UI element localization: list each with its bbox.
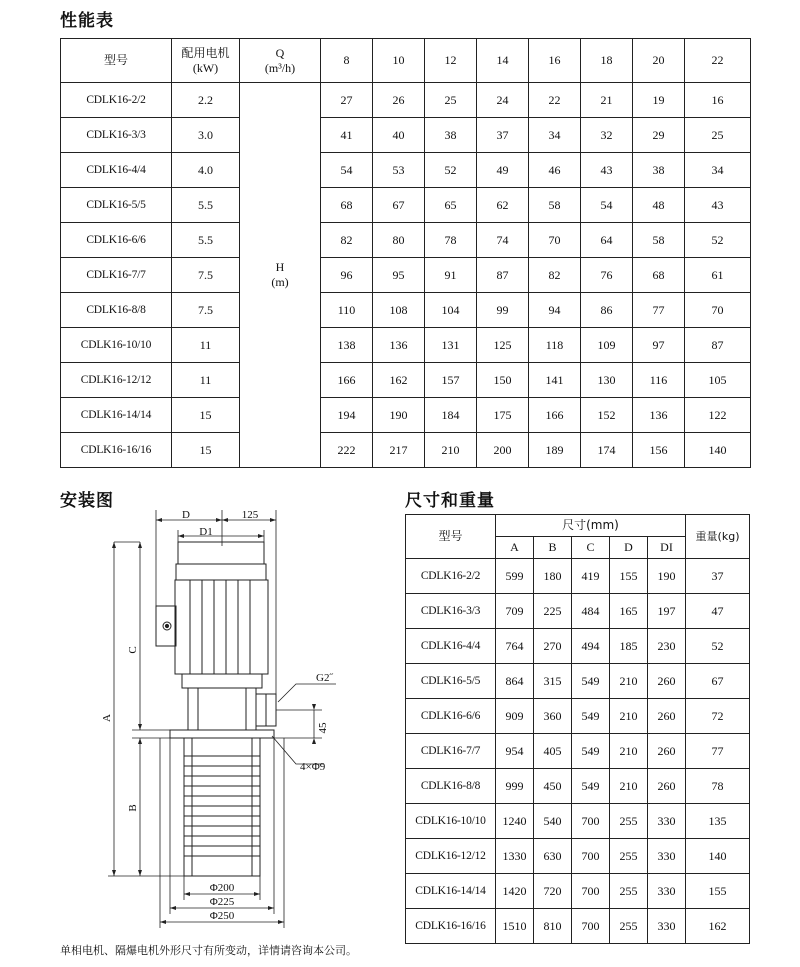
dimension-cell: 255	[610, 839, 648, 874]
dimension-cell: 330	[648, 874, 686, 909]
head-value-cell: 25	[425, 83, 477, 118]
dims-col-header: B	[534, 537, 572, 559]
model-cell: CDLK16-12/12	[61, 363, 172, 398]
mounting-plate	[170, 730, 274, 738]
motor-body	[175, 580, 268, 674]
head-value-cell: 32	[581, 118, 633, 153]
table-row	[61, 398, 751, 433]
head-value-cell: 210	[425, 433, 477, 468]
head-value-cell: 222	[321, 433, 373, 468]
motor-kw-cell: 7.5	[172, 258, 240, 293]
weight-cell: 37	[686, 559, 750, 594]
head-value-cell: 78	[425, 223, 477, 258]
dims-header-model: 型号	[406, 515, 496, 559]
table-row	[61, 118, 751, 153]
motor-top-band	[176, 564, 266, 580]
head-value-cell: 43	[581, 153, 633, 188]
motor-kw-cell: 3.0	[172, 118, 240, 153]
dims-col-header: A	[496, 537, 534, 559]
head-value-cell: 105	[685, 363, 751, 398]
table-row	[61, 223, 751, 258]
dimension-cell: 549	[572, 699, 610, 734]
table-row	[61, 258, 751, 293]
header-flow-value: 22	[685, 39, 751, 83]
table-row	[406, 559, 750, 594]
model-cell: CDLK16-10/10	[61, 328, 172, 363]
dimension-cell: 210	[610, 664, 648, 699]
table-row	[406, 769, 750, 804]
model-cell: CDLK16-8/8	[406, 769, 496, 804]
head-value-cell: 16	[685, 83, 751, 118]
dimension-cell: 810	[534, 909, 572, 944]
head-value-cell: 58	[529, 188, 581, 223]
dimension-cell: 549	[572, 734, 610, 769]
weight-cell: 52	[686, 629, 750, 664]
head-value-cell: 94	[529, 293, 581, 328]
head-value-cell: 49	[477, 153, 529, 188]
model-cell: CDLK16-6/6	[406, 699, 496, 734]
table-row	[406, 594, 750, 629]
table-row	[61, 188, 751, 223]
head-value-cell: 118	[529, 328, 581, 363]
head-value-cell: 95	[373, 258, 425, 293]
head-value-cell: 21	[581, 83, 633, 118]
header-flow-value: 16	[529, 39, 581, 83]
dimension-cell: 549	[572, 769, 610, 804]
model-cell: CDLK16-5/5	[61, 188, 172, 223]
model-cell: CDLK16-2/2	[61, 83, 172, 118]
dims-col-header: C	[572, 537, 610, 559]
dims-header-row-1	[406, 515, 750, 537]
head-value-cell: 200	[477, 433, 529, 468]
header-flow	[240, 39, 321, 83]
header-flow-symbol: Q	[275, 45, 285, 60]
head-value-cell: 74	[477, 223, 529, 258]
weight-cell: 78	[686, 769, 750, 804]
dimension-cell: 315	[534, 664, 572, 699]
motor-fan-cover	[178, 542, 264, 564]
head-value-cell: 91	[425, 258, 477, 293]
head-value-cell: 136	[373, 328, 425, 363]
head-value-cell: 37	[477, 118, 529, 153]
dim-label-phi225: Φ225	[209, 896, 235, 908]
head-value-cell: 38	[633, 153, 685, 188]
head-value-cell: 54	[321, 153, 373, 188]
head-value-cell: 29	[633, 118, 685, 153]
head-label-cell	[240, 83, 321, 468]
head-value-cell: 217	[373, 433, 425, 468]
weight-cell: 72	[686, 699, 750, 734]
dims-header-weight: 重量(kg)	[686, 515, 750, 559]
head-value-cell: 34	[529, 118, 581, 153]
head-value-cell: 52	[685, 223, 751, 258]
dimension-cell: 484	[572, 594, 610, 629]
dimension-cell: 1330	[496, 839, 534, 874]
head-value-cell: 157	[425, 363, 477, 398]
head-value-cell: 108	[373, 293, 425, 328]
model-cell: CDLK16-16/16	[61, 433, 172, 468]
table-row	[406, 909, 750, 944]
dimension-cell: 700	[572, 874, 610, 909]
dims-table	[405, 514, 750, 944]
pump-stack	[184, 738, 260, 876]
head-value-cell: 130	[581, 363, 633, 398]
weight-cell: 140	[686, 839, 750, 874]
head-value-cell: 22	[529, 83, 581, 118]
dim-label-b: B	[127, 804, 139, 812]
dimension-cell: 260	[648, 664, 686, 699]
model-cell: CDLK16-12/12	[406, 839, 496, 874]
dims-col-header: DI	[648, 537, 686, 559]
footnote: 单相电机、隔爆电机外形尺寸有所变动，详情请咨询本公司。	[60, 944, 357, 957]
head-unit: (m)	[271, 275, 289, 289]
table-row	[406, 874, 750, 909]
dim-label-a: A	[101, 714, 113, 722]
head-value-cell: 87	[477, 258, 529, 293]
dimension-cell: 360	[534, 699, 572, 734]
dimension-cell: 260	[648, 734, 686, 769]
head-value-cell: 65	[425, 188, 477, 223]
dim-label-phi200: Φ200	[209, 882, 235, 894]
motor-kw-cell: 11	[172, 328, 240, 363]
dimension-cell: 180	[534, 559, 572, 594]
model-cell: CDLK16-5/5	[406, 664, 496, 699]
dimension-cell: 260	[648, 699, 686, 734]
dim-label-125: 125	[241, 509, 259, 521]
motor-flange	[182, 674, 262, 688]
motor-kw-cell: 5.5	[172, 223, 240, 258]
dimension-cell: 230	[648, 629, 686, 664]
model-cell: CDLK16-7/7	[406, 734, 496, 769]
dimension-cell: 1420	[496, 874, 534, 909]
head-value-cell: 150	[477, 363, 529, 398]
header-model: 型号	[61, 39, 172, 83]
model-cell: CDLK16-4/4	[61, 153, 172, 188]
head-value-cell: 19	[633, 83, 685, 118]
head-value-cell: 26	[373, 83, 425, 118]
pump-stages	[184, 756, 260, 856]
dimension-cell: 190	[648, 559, 686, 594]
dimension-cell: 185	[610, 629, 648, 664]
head-value-cell: 62	[477, 188, 529, 223]
model-cell: CDLK16-8/8	[61, 293, 172, 328]
motor-kw-cell: 15	[172, 433, 240, 468]
motor-kw-cell: 2.2	[172, 83, 240, 118]
table-row	[61, 293, 751, 328]
dim-label-c: C	[127, 646, 139, 654]
performance-table	[60, 38, 751, 468]
dimension-cell: 700	[572, 909, 610, 944]
header-flow-value: 8	[321, 39, 373, 83]
head-value-cell: 70	[685, 293, 751, 328]
model-cell: CDLK16-14/14	[61, 398, 172, 433]
dimension-cell: 450	[534, 769, 572, 804]
head-value-cell: 97	[633, 328, 685, 363]
head-value-cell: 64	[581, 223, 633, 258]
dimension-cell: 330	[648, 839, 686, 874]
dimension-cell: 330	[648, 909, 686, 944]
table-row	[406, 839, 750, 874]
dimension-cell: 330	[648, 804, 686, 839]
dim-label-d1: D1	[199, 526, 213, 538]
table-row	[61, 83, 751, 118]
head-value-cell: 54	[581, 188, 633, 223]
head-value-cell: 109	[581, 328, 633, 363]
head-value-cell: 80	[373, 223, 425, 258]
head-value-cell: 175	[477, 398, 529, 433]
head-value-cell: 136	[633, 398, 685, 433]
weight-cell: 47	[686, 594, 750, 629]
head-value-cell: 48	[633, 188, 685, 223]
head-value-cell: 162	[373, 363, 425, 398]
head-value-cell: 174	[581, 433, 633, 468]
header-motor	[172, 39, 240, 83]
install-title: 安装图	[60, 491, 114, 511]
table-row	[61, 153, 751, 188]
head-value-cell: 76	[581, 258, 633, 293]
head-value-cell: 166	[321, 363, 373, 398]
performance-title: 性能表	[60, 11, 114, 31]
head-value-cell: 138	[321, 328, 373, 363]
model-cell: CDLK16-3/3	[61, 118, 172, 153]
head-value-cell: 184	[425, 398, 477, 433]
head-value-cell: 190	[373, 398, 425, 433]
dimension-cell: 494	[572, 629, 610, 664]
head-value-cell: 82	[529, 258, 581, 293]
dimension-cell: 954	[496, 734, 534, 769]
table-row	[61, 433, 751, 468]
model-cell: CDLK16-3/3	[406, 594, 496, 629]
header-flow-value: 20	[633, 39, 685, 83]
motor-fins	[190, 580, 250, 674]
head-value-cell: 46	[529, 153, 581, 188]
dimension-cell: 630	[534, 839, 572, 874]
head-value-cell: 40	[373, 118, 425, 153]
weight-cell: 155	[686, 874, 750, 909]
dims-header-size: 尺寸(mm)	[496, 515, 686, 537]
dims-col-header: D	[610, 537, 648, 559]
dimension-cell: 419	[572, 559, 610, 594]
dimension-cell: 255	[610, 909, 648, 944]
installation-drawing	[100, 508, 382, 938]
dimension-cell: 720	[534, 874, 572, 909]
model-cell: CDLK16-2/2	[406, 559, 496, 594]
header-flow-unit: (m³/h)	[264, 60, 296, 75]
header-motor-unit: (kW)	[192, 60, 219, 75]
dimension-cell: 165	[610, 594, 648, 629]
head-value-cell: 61	[685, 258, 751, 293]
head-value-cell: 82	[321, 223, 373, 258]
head-value-cell: 52	[425, 153, 477, 188]
dim-label-g2: G2˝	[316, 672, 334, 684]
head-value-cell: 156	[633, 433, 685, 468]
head-value-cell: 96	[321, 258, 373, 293]
dimension-cell: 270	[534, 629, 572, 664]
dimension-cell: 1240	[496, 804, 534, 839]
dimension-cell: 155	[610, 559, 648, 594]
dimension-cell: 764	[496, 629, 534, 664]
dimension-cell: 255	[610, 804, 648, 839]
header-flow-value: 12	[425, 39, 477, 83]
head-value-cell: 70	[529, 223, 581, 258]
model-cell: CDLK16-10/10	[406, 804, 496, 839]
head-value-cell: 166	[529, 398, 581, 433]
head-value-cell: 27	[321, 83, 373, 118]
head-value-cell: 43	[685, 188, 751, 223]
dimension-cell: 709	[496, 594, 534, 629]
dimension-cell: 255	[610, 874, 648, 909]
head-value-cell: 189	[529, 433, 581, 468]
dim-label-phi250: Φ250	[209, 910, 235, 922]
dimension-cell: 210	[610, 769, 648, 804]
model-cell: CDLK16-6/6	[61, 223, 172, 258]
head-value-cell: 38	[425, 118, 477, 153]
dimension-cell: 999	[496, 769, 534, 804]
performance-header-row	[61, 39, 751, 83]
head-value-cell: 86	[581, 293, 633, 328]
dimension-cell: 549	[572, 664, 610, 699]
weight-cell: 162	[686, 909, 750, 944]
dim-label-45: 45	[317, 722, 329, 734]
head-value-cell: 152	[581, 398, 633, 433]
dimension-cell: 197	[648, 594, 686, 629]
table-row	[406, 734, 750, 769]
head-value-cell: 25	[685, 118, 751, 153]
head-value-cell: 116	[633, 363, 685, 398]
head-value-cell: 194	[321, 398, 373, 433]
head-value-cell: 87	[685, 328, 751, 363]
head-value-cell: 41	[321, 118, 373, 153]
head-value-cell: 122	[685, 398, 751, 433]
head-value-cell: 24	[477, 83, 529, 118]
head-value-cell: 67	[373, 188, 425, 223]
weight-cell: 67	[686, 664, 750, 699]
motor-kw-cell: 5.5	[172, 188, 240, 223]
weight-cell: 135	[686, 804, 750, 839]
motor-kw-cell: 11	[172, 363, 240, 398]
head-value-cell: 110	[321, 293, 373, 328]
header-motor-label: 配用电机	[181, 45, 230, 60]
motor-kw-cell: 15	[172, 398, 240, 433]
head-value-cell: 131	[425, 328, 477, 363]
model-cell: CDLK16-16/16	[406, 909, 496, 944]
table-row	[406, 804, 750, 839]
head-value-cell: 99	[477, 293, 529, 328]
motor-kw-cell: 7.5	[172, 293, 240, 328]
head-value-cell: 77	[633, 293, 685, 328]
table-row	[406, 699, 750, 734]
head-value-cell: 68	[633, 258, 685, 293]
dimension-cell: 405	[534, 734, 572, 769]
model-cell: CDLK16-14/14	[406, 874, 496, 909]
dimension-cell: 1510	[496, 909, 534, 944]
dim-label-d: D	[182, 509, 190, 521]
motor-kw-cell: 4.0	[172, 153, 240, 188]
dimension-cell: 260	[648, 769, 686, 804]
head-value-cell: 68	[321, 188, 373, 223]
head-value-cell: 125	[477, 328, 529, 363]
model-cell: CDLK16-7/7	[61, 258, 172, 293]
dimension-cell: 599	[496, 559, 534, 594]
head-value-cell: 104	[425, 293, 477, 328]
header-flow-value: 18	[581, 39, 633, 83]
table-row	[406, 664, 750, 699]
header-flow-value: 14	[477, 39, 529, 83]
header-flow-value: 10	[373, 39, 425, 83]
dimension-cell: 864	[496, 664, 534, 699]
dimension-cell: 210	[610, 699, 648, 734]
head-value-cell: 140	[685, 433, 751, 468]
model-cell: CDLK16-4/4	[406, 629, 496, 664]
dimension-cell: 210	[610, 734, 648, 769]
dimension-cell: 225	[534, 594, 572, 629]
dimension-cell: 540	[534, 804, 572, 839]
head-value-cell: 141	[529, 363, 581, 398]
head-value-cell: 53	[373, 153, 425, 188]
dimension-cell: 909	[496, 699, 534, 734]
head-value-cell: 34	[685, 153, 751, 188]
dimension-cell: 700	[572, 804, 610, 839]
head-value-cell: 58	[633, 223, 685, 258]
weight-cell: 77	[686, 734, 750, 769]
dim-label-holes: 4×Φ9	[300, 761, 326, 773]
dimension-cell: 700	[572, 839, 610, 874]
table-row	[406, 629, 750, 664]
head-symbol: H	[275, 260, 285, 274]
dimension-arrows	[112, 518, 316, 924]
dims-title: 尺寸和重量	[405, 491, 495, 511]
table-row	[61, 328, 751, 363]
table-row	[61, 363, 751, 398]
